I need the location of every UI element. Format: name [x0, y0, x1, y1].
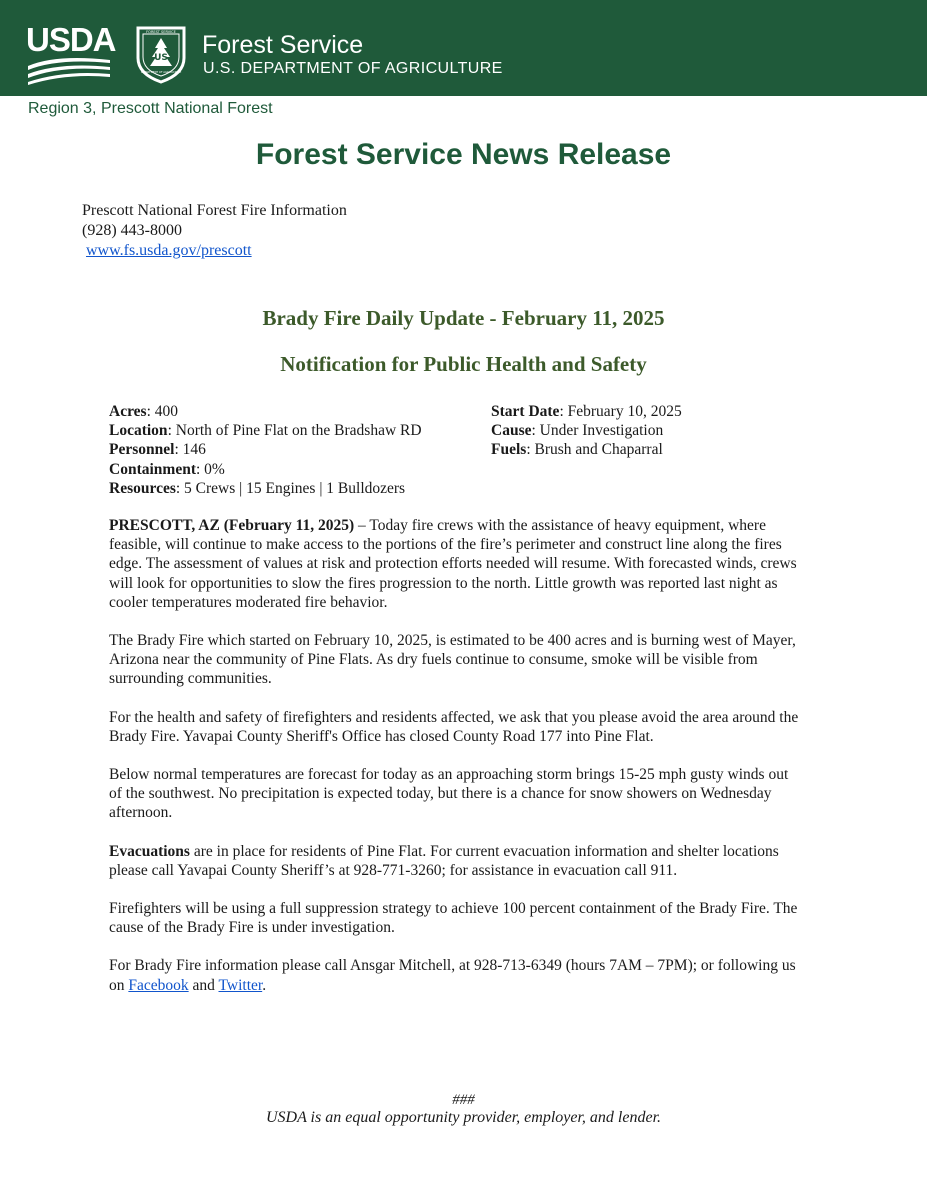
contact-phone: (928) 443-8000 — [82, 222, 182, 239]
facebook-link[interactable]: Facebook — [128, 976, 189, 994]
forest-service-shield-icon[interactable] — [134, 26, 188, 84]
shield-text-mid: US — [154, 53, 168, 63]
eeo-statement: USDA is an equal opportunity provider, employer, and lender. — [265, 1109, 662, 1126]
fact-personnel: Personnel: 146 — [109, 441, 206, 459]
department-name: U.S. DEPARTMENT OF AGRICULTURE — [203, 60, 503, 77]
facts-left — [109, 402, 422, 498]
paragraph-suppression: Firefighters will be using a full suppression strategy to achieve 100 percent containment of the Brady Fire. The cause of the Brady Fire is under investigation. — [109, 900, 798, 937]
agency-name: Forest Service — [202, 31, 364, 59]
fact-containment: Containment: 0% — [109, 460, 225, 478]
paragraph-fire-size: The Brady Fire which started on February 10, 2025, is estimated to be 400 acres and is burning west of Mayer, Arizona near the community of Pine Flats. As dry fuels continue to consume, smoke will be visible from surrounding communities. — [109, 632, 796, 688]
release-title: Forest Service News Release — [255, 138, 672, 171]
region-label: Region 3, Prescott National Forest — [28, 100, 273, 117]
paragraph-contact: For Brady Fire information please call Ansgar Mitchell, at 928-713-6349 (hours 7AM – 7PM); or following us on Facebook and Twitter. — [109, 957, 796, 994]
release-body — [109, 516, 799, 1014]
fact-cause: Cause: Under Investigation — [491, 422, 664, 440]
usda-waves-icon — [26, 56, 112, 86]
paragraph-weather: Below normal temperatures are forecast for today as an approaching storm brings 15-25 mph gusty winds out of the southwest. No precipitation is expected today, but there is a chance for snow showers on Wednesday afternoon. — [109, 766, 789, 822]
facts-right — [491, 402, 682, 460]
paragraph-safety: For the health and safety of firefighters and residents affected, we ask that you please avoid the area around the Brady Fire. Yavapai County Sheriff's Office has closed County Road 177 into Pine Flat. — [109, 708, 799, 745]
header-banner — [0, 0, 927, 96]
paragraph-intro: PRESCOTT, AZ (February 11, 2025) – Today fire crews with the assistance of heavy equipment, where feasible, will continue to make access to the portions of the fire’s perimeter and construct line along the fires edge. The assessment of values at risk and protection efforts needed will resume. With forecasted winds, crews will look for opportunities to slow the fires progression to the north. Little growth was reported last night as cooler temperatures moderated fire behavior. — [109, 517, 797, 611]
subtitle: Notification for Public Health and Safety — [280, 352, 647, 376]
twitter-link[interactable]: Twitter — [218, 976, 263, 994]
usda-logo[interactable] — [26, 21, 116, 86]
fact-start-date: Start Date: February 10, 2025 — [491, 403, 682, 420]
fact-location: Location: North of Pine Flat on the Bradshaw RD — [109, 422, 422, 440]
fact-resources: Resources: 5 Crews | 15 Engines | 1 Bulldozers — [109, 479, 406, 497]
fact-acres: Acres: 400 — [109, 403, 179, 420]
shield-text-bottom: DEPARTMENT OF AGRICULTURE — [140, 71, 182, 74]
end-marker: ### — [452, 1092, 475, 1108]
update-title: Brady Fire Daily Update - February 11, 2025 — [262, 306, 665, 330]
shield-text-top: FOREST SERVICE — [146, 30, 176, 34]
contact-block — [82, 201, 347, 261]
contact-org: Prescott National Forest Fire Information — [82, 202, 347, 219]
website-link[interactable]: www.fs.usda.gov/prescott — [86, 242, 252, 259]
usda-logo-text: USDA — [26, 21, 116, 58]
fact-fuels: Fuels: Brush and Chaparral — [491, 441, 663, 459]
paragraph-evacuations: Evacuations are in place for residents of Pine Flat. For current evacuation information and shelter locations please call Yavapai County Sheriff’s at 928-771-3260; for assistance in evacuation call 911. — [109, 842, 779, 879]
